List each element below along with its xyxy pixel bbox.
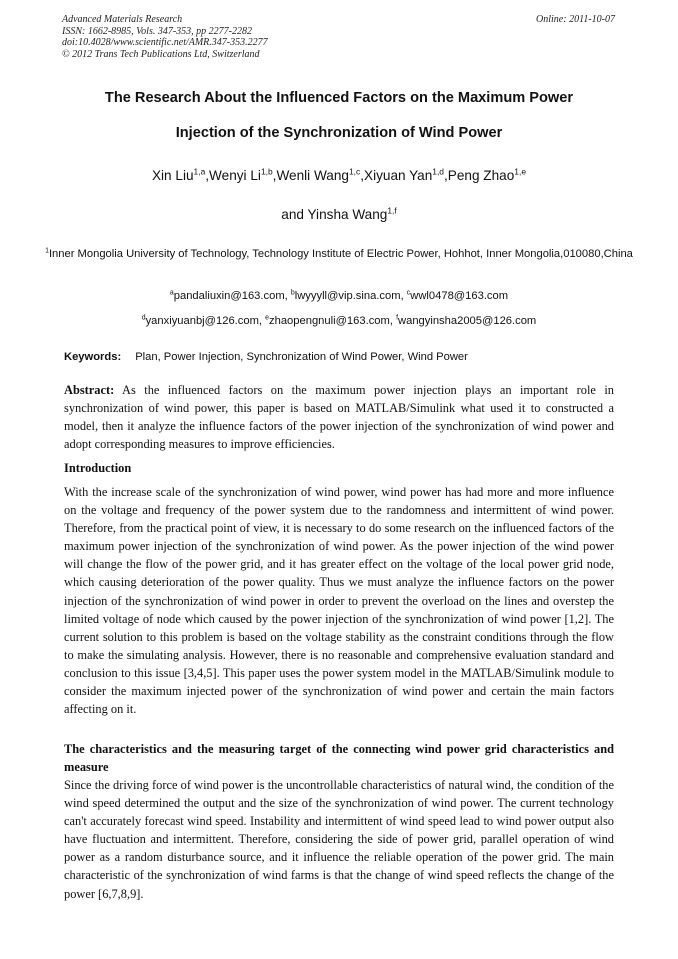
email-mark: d	[141, 314, 146, 322]
journal-name: Advanced Materials Research	[62, 14, 183, 25]
author-affiliation-mark: 1,a	[193, 166, 206, 177]
email-link[interactable]: pandaliuxin@163.com	[173, 290, 285, 302]
author-conjunction: and	[281, 207, 308, 222]
journal-header	[62, 14, 462, 60]
email-link[interactable]: lwyyyll@vip.sina.com	[294, 290, 401, 302]
abstract-label: Abstract:	[64, 383, 115, 397]
email-list-line-2: $^d$yanxiyuanbj@126.com, $^e$zhaopengnuli@163.com, $^f$wangyinsha2005@126.com	[141, 314, 537, 327]
email-link[interactable]: zhaopengnuli@163.com	[269, 315, 390, 327]
journal-doi: doi:10.4028/www.scientific.net/AMR.347-353.2277	[62, 37, 268, 48]
keywords-text: Plan, Power Injection, Synchronization of Wind Power, Wind Power	[135, 351, 468, 363]
email-list-line-1: $^a$pandaliuxin@163.com, $^b$lwyyyll@vip.sina.com, $^c$wwl0478@163.com	[169, 289, 509, 302]
online-date: Online: 2011-10-07	[536, 14, 615, 25]
email-link[interactable]: yanxiyuanbj@126.com	[145, 315, 259, 327]
paper-title-line-2: Injection of the Synchronization of Wind Power	[175, 125, 503, 141]
email-link[interactable]: wangyinsha2005@126.com	[398, 315, 537, 327]
author-affiliation-mark: 1,c	[348, 166, 361, 177]
author-list-line-2	[30, 207, 648, 223]
keywords-label: Keywords:	[64, 351, 122, 363]
email-link[interactable]: wwl0478@163.com	[410, 290, 509, 302]
introduction-heading: Introduction	[64, 461, 132, 475]
email-mark: a	[169, 289, 174, 297]
author-name: Xin Liu	[151, 168, 194, 183]
section-paragraph: Since the driving force of wind power is the uncontrollable characteristics of natural wind, the condition of the wind speed determined the output and the size of the synchronization of wind power. The current technology can't accurately forecast wind speed. Instability and intermittent of wind speed lead to wind power output also have fluctuation and intermittent. Therefore, considering the side of power grid, parallel operation of wind power as a random disturbance source, and it influence the reliable operation of the power grid. The main characteristic of the synchronization of wind farms is that the change of wind speed reflects the change of the power [6,7,8,9].	[64, 778, 614, 901]
email-mark: e	[265, 314, 270, 322]
author-name: Wenyi Li	[209, 168, 261, 183]
introduction-paragraph: With the increase scale of the synchronization of wind power, wind power has had more and more influence on the voltage and frequency of the power system due to the randomness and intermittent of wind power. Therefore, from the practical point of view, it is necessary to do some research on the influenced factors of the maximum power injection of the synchronization of wind power. As the power injection of the wind power will change the flow of the power grid, and it has greater effect on the voltage of the local power grid node, which causing deterioration of the power quality. Thus we must analyze the influence factors on the power injection of the synchronization of wind power in order to prevent the overload on the lines and overstep the limited voltage of node which caused by the power injection of the synchronization of wind power [1,2]. The current solution to this problem is based on the voltage stability as the constraint conditions through the flow to make the simulating analysis. However, there is no reasonable and comprehensive evaluation standard and conclusion to this issue [3,4,5]. This paper uses the power system model in the MATLAB/Simulink module to consider the maximum injected power of the synchronization of wind power and certain the main factors affecting on it.	[64, 485, 614, 717]
author-list: Xin Liu$^{1,a}$,Wenyi Li$^{1,b}$,Wenli Wang$^{1,c}$,Xiyuan Yan$^{1,d}$,Peng Zhao$^{1,e}$	[151, 166, 527, 183]
author-affiliation-mark: 1,b	[260, 166, 273, 177]
author-affiliation-mark: 1,e	[514, 166, 527, 177]
affiliation-text: Inner Mongolia University of Technology, Technology Institute of Electric Power, Hohhot, Inner Mongolia,010080,China	[48, 248, 633, 260]
affiliation-mark: 1	[45, 247, 49, 255]
affiliation	[40, 245, 638, 263]
author-name: Peng Zhao	[447, 168, 515, 183]
abstract	[64, 381, 614, 453]
email-mark: c	[406, 289, 411, 297]
paper-title-line-1: The Research About the Influenced Factors on the Maximum Power	[104, 90, 574, 106]
abstract-text: As the influenced factors on the maximum power injection plays an important role in synchronization of wind power, this paper is based on MATLAB/Simulink what used it to constructed a model, then it analyze the influence factors of the power injection of the synchronization of wind power and adopt corresponding measures to improve efficiencies.	[64, 383, 614, 452]
author-affiliation-mark: 1,d	[432, 166, 444, 177]
keywords	[64, 349, 616, 365]
email-mark: f	[396, 314, 399, 322]
author-name: Yinsha Wang	[307, 207, 388, 222]
author-name: Xiyuan Yan	[364, 168, 433, 183]
journal-copyright: © 2012 Trans Tech Publications Ltd, Switzerland	[62, 48, 260, 60]
author-name: Wenli Wang	[276, 168, 349, 183]
section-heading: The characteristics and the measuring target of the connecting wind power grid characteristics and measure	[64, 742, 614, 775]
author-affiliation-mark: 1,f	[387, 205, 397, 216]
journal-issn: ISSN: 1662-8985, Vols. 347-353, pp 2277-2282	[62, 25, 252, 37]
email-mark: b	[290, 289, 295, 297]
